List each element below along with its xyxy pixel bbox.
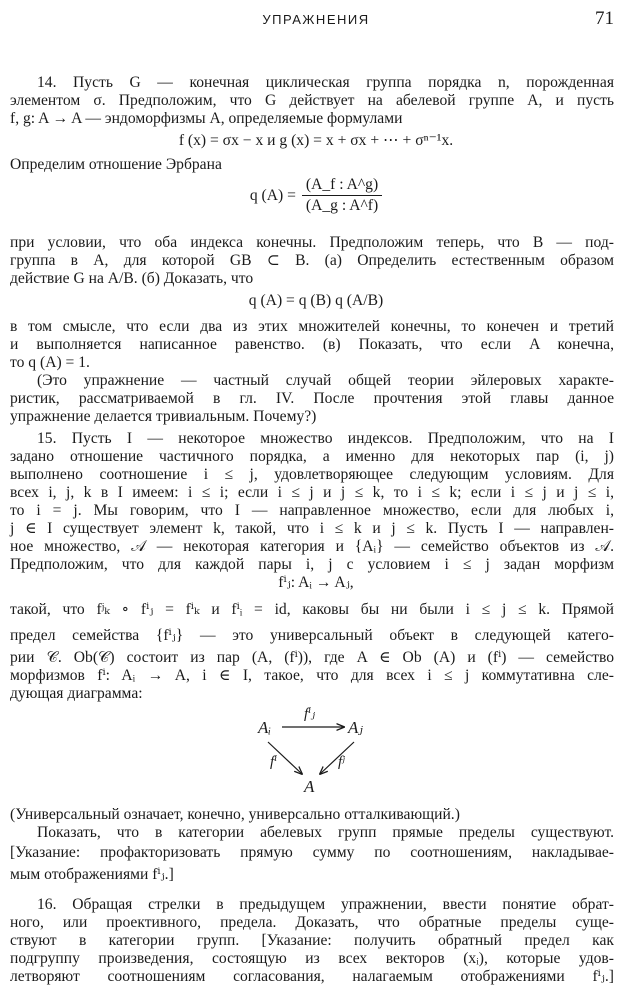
exercise-16-line: летворяют соотношениям согласования, налагаемым отображениями fⁱⱼ.] xyxy=(10,968,614,985)
exercise-14-line: то q (A) = 1. xyxy=(10,354,90,371)
formula-morphism: fⁱⱼ: Aᵢ → Aⱼ, xyxy=(278,574,354,591)
page-number: 71 xyxy=(595,8,614,29)
exercise-14-line: упражнение делается тривиальным. Почему?) xyxy=(10,408,317,425)
exercise-15-line: выполнено соотношение i ≤ j, удовлетворяющее следующим условиям. Для xyxy=(10,466,614,483)
arrow-left-label: fⁱ xyxy=(270,754,278,770)
exercise-15-line: задано отношение частичного порядка, а именно для некоторых пар (i, j) xyxy=(10,448,614,465)
exercise-15-line: ное множество, 𝒜 — некоторая категория и {Aᵢ} — семейство объектов из 𝒜. xyxy=(10,538,614,555)
exercise-14-line: 14. Пусть G — конечная циклическая группа порядка n, порожденная xyxy=(37,74,614,91)
exercise-15-line: 15. Пусть I — некоторое множество индексов. Предположим, что на I xyxy=(37,430,614,447)
herbrand-quotient-formula xyxy=(0,176,632,215)
exercise-14-line: группа в A, для которой GB ⊂ B. (а) Определить естественным образом xyxy=(10,252,614,269)
formula-f-g: f (x) = σx − x и g (x) = x + σx + ⋯ + σⁿ⁻¹x. xyxy=(178,132,454,149)
herbrand-lhs: q (A) = xyxy=(249,186,296,204)
herbrand-numerator: (A_f : A^g) xyxy=(305,176,379,193)
exercise-16-line: ствуют в категории групп. [Указание: получить обратный предел как xyxy=(10,932,614,949)
exercise-16-line: 16. Обращая стрелки в предыдущем упражнении, ввести понятие обрат- xyxy=(37,896,614,913)
arrow-top-label: fⁱⱼ xyxy=(304,706,316,722)
exercise-14-line: элементом σ. Предположим, что G действует на абелевой группе A, и пусть xyxy=(10,92,614,109)
running-header: УПРАЖНЕНИЯ xyxy=(262,12,370,27)
exercise-15-line: всех i, j, k в I имеем: i ≤ i; если i ≤ j и j ≤ k, то i ≤ k; если i ≤ j и j ≤ i, xyxy=(10,484,614,501)
exercise-15-line: дующая диаграмма: xyxy=(10,685,143,702)
node-a-i: Aᵢ xyxy=(258,718,272,737)
exercise-16-line: подгруппу произведения, состоящую из всех векторов (xᵢ), которые удов- xyxy=(10,950,614,967)
formula-q-product: q (A) = q (B) q (A/B) xyxy=(248,292,384,309)
fraction-bar xyxy=(302,195,382,196)
exercise-14-line: (Это упражнение — частный случай общей теории эйлеровых характе- xyxy=(37,372,614,389)
exercise-15-line: [Указание: профакторизовать прямую сумму по соотношениям, накладывае- xyxy=(10,844,614,861)
exercise-14-line: в том смысле, что если два из этих множителей конечны, то конечен и третий xyxy=(10,318,614,335)
arrow-right xyxy=(320,742,354,774)
exercise-14-line: f, g: A → A — эндоморфизмы A, определяемые формулами xyxy=(10,110,403,127)
exercise-15-line: мым отображениями fⁱⱼ.] xyxy=(10,866,174,883)
exercise-15-line: j ∈ I существует элемент k, такой, что i ≤ k и j ≤ k. Пусть I — направлен- xyxy=(10,520,614,537)
exercise-15-line: предел семейства {fⁱⱼ} — это универсальный объект в следующей катего- xyxy=(10,627,614,644)
node-a-j: Aⱼ xyxy=(348,718,363,737)
exercise-15-line: рии 𝒞. Ob(𝒞) состоит из пар (A, (fⁱ)), где A ∈ Ob (A) и (fⁱ) — семейство xyxy=(10,649,614,666)
exercise-14-line: ристик, рассматриваемой в гл. IV. После прочтения этой главы данное xyxy=(10,390,614,407)
exercise-14-line: действие G на A/B. (б) Доказать, что xyxy=(10,270,254,287)
exercise-14-line: Определим отношение Эрбрана xyxy=(10,156,222,173)
exercise-15-line: то i = j. Мы говорим, что I — направленное множество, если для любых i, xyxy=(10,502,614,519)
herbrand-denominator: (A_g : A^f) xyxy=(305,197,379,214)
exercise-15-line: Предположим, что для каждой пары i, j с условием i ≤ j задан морфизм xyxy=(10,556,614,573)
arrow-right-label: fʲ xyxy=(338,754,345,770)
exercise-15-line: такой, что fʲₖ ∘ fⁱⱼ = fⁱₖ и fⁱᵢ = id, каковы бы ни были i ≤ j ≤ k. Прямой xyxy=(10,601,614,618)
exercise-14-line: при условии, что оба индекса конечны. Предположим теперь, что B — под- xyxy=(10,234,614,251)
exercise-16-line: ного, или проективного, предела. Доказать, что обратные пределы суще- xyxy=(10,914,614,931)
commutative-diagram xyxy=(240,690,400,800)
exercise-15-line: морфизмов fⁱ: Aᵢ → A, i ∈ I, такое, что для всех i ≤ j коммутативна сле- xyxy=(10,667,614,684)
exercise-15-line: (Универсальный означает, конечно, универсально отталкивающий.) xyxy=(10,806,460,823)
exercise-15-line: Показать, что в категории абелевых групп прямые пределы существуют. xyxy=(37,824,614,841)
exercise-14-line: и выполняется написанное равенство. (в) Показать, что если A конечна, xyxy=(10,336,614,353)
node-a: A xyxy=(304,777,315,796)
